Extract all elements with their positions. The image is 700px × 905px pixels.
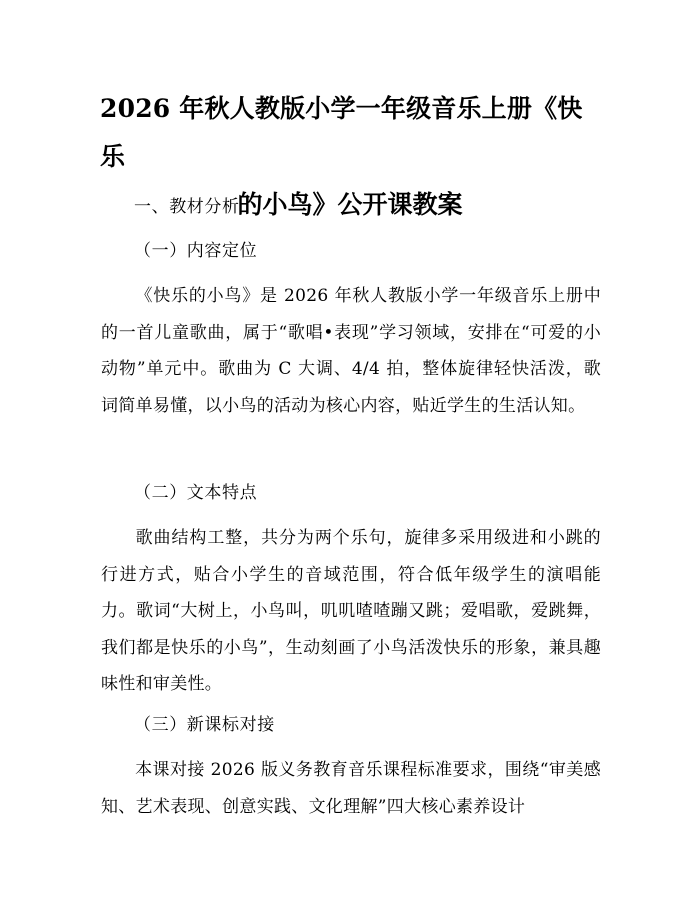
title-line-1: 2026 年秋人教版小学一年级音乐上册《快乐 xyxy=(100,94,583,171)
paragraph-curriculum-alignment xyxy=(101,752,601,825)
paragraph-text-features xyxy=(101,520,601,703)
paragraph-curriculum-alignment-text: 本课对接 2026 版义务教育音乐课程标准要求，围绕“审美感知、艺术表现、创意实践、文化理解”四大核心素养设计 xyxy=(101,760,601,817)
subheading-text-features: （二）文本特点 xyxy=(134,483,258,503)
paragraph-content-positioning-text: 《快乐的小鸟》是 2026 年秋人教版小学一年级音乐上册中的一首儿童歌曲，属于“歌唱•表现”学习领域，安排在“可爱的小动物”单元中。歌曲为 C 大调、4/4 拍，整体旋律轻快活泼，歌词简单易懂，以小鸟的活动为核心内容，贴近学生的生活认知。 xyxy=(101,286,601,416)
title-line-2: 的小鸟》公开课教案 xyxy=(237,190,463,219)
section-heading-textbook-analysis: 一、教材分析 xyxy=(134,197,240,217)
paragraph-content-positioning xyxy=(101,278,601,424)
subheading-content-positioning: （一）内容定位 xyxy=(134,241,258,261)
subheading-curriculum-alignment: （三）新课标对接 xyxy=(134,715,275,735)
paragraph-text-features-text: 歌曲结构工整，共分为两个乐句，旋律多采用级进和小跳的行进方式，贴合小学生的音域范围，符合低年级学生的演唱能力。歌词“大树上，小鸟叫，叽叽喳喳蹦又跳；爱唱歌，爱跳舞，我们都是快乐的小鸟”，生动刻画了小鸟活泼快乐的形象，兼具趣味性和审美性。 xyxy=(101,528,601,694)
